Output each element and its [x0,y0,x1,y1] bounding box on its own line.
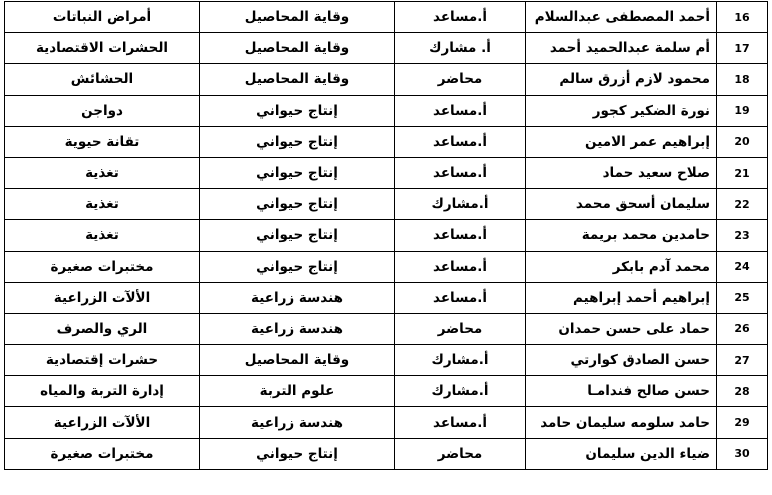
department-cell: هندسة زراعية [200,407,395,438]
rank-cell: محاضر [395,313,526,344]
specialization-cell: مختبرات صغيرة [5,251,200,282]
name-cell: حامد سلومه سليمان حامد [526,407,717,438]
row-number-cell: 23 [717,220,768,251]
table-row [5,157,768,188]
name-cell: أم سلمة عبدالحميد أحمد [526,33,717,64]
staff-table [4,1,768,470]
rank-cell: أ.مساعد [395,126,526,157]
specialization-cell: تغذية [5,220,200,251]
specialization-cell: إدارة التربة والمياه [5,376,200,407]
department-cell: إنتاج حيواني [200,220,395,251]
department-cell: إنتاج حيواني [200,251,395,282]
department-cell: إنتاج حيواني [200,157,395,188]
name-cell: حسن الصادق كوارتي [526,345,717,376]
name-cell: نورة الضكير كجور [526,95,717,126]
table-row [5,2,768,33]
rank-cell: أ.مساعد [395,2,526,33]
rank-cell: أ.مساعد [395,220,526,251]
rank-cell: محاضر [395,438,526,469]
table-row [5,407,768,438]
department-cell: وقاية المحاصيل [200,2,395,33]
row-number-cell: 30 [717,438,768,469]
table-row [5,282,768,313]
row-number-cell: 18 [717,64,768,95]
rank-cell: محاضر [395,64,526,95]
department-cell: إنتاج حيواني [200,438,395,469]
department-cell: إنتاج حيواني [200,95,395,126]
name-cell: حسن صالح فندامـا [526,376,717,407]
specialization-cell: مختبرات صغيرة [5,438,200,469]
specialization-cell: الحشرات الاقتصادية [5,33,200,64]
table-row [5,33,768,64]
department-cell: وقاية المحاصيل [200,64,395,95]
specialization-cell: أمراض النباتات [5,2,200,33]
rank-cell: أ.مشارك [395,189,526,220]
specialization-cell: دواجن [5,95,200,126]
specialization-cell: الري والصرف [5,313,200,344]
row-number-cell: 17 [717,33,768,64]
name-cell: محمود لازم أزرق سالم [526,64,717,95]
name-cell: إبراهيم أحمد إبراهيم [526,282,717,313]
table-row [5,345,768,376]
rank-cell: أ.مساعد [395,157,526,188]
row-number-cell: 22 [717,189,768,220]
row-number-cell: 28 [717,376,768,407]
table-row [5,95,768,126]
department-cell: إنتاج حيواني [200,126,395,157]
department-cell: وقاية المحاصيل [200,33,395,64]
department-cell: علوم التربة [200,376,395,407]
table-row [5,126,768,157]
department-cell: هندسة زراعية [200,313,395,344]
table-row [5,189,768,220]
name-cell: صلاح سعيد حماد [526,157,717,188]
name-cell: سليمان أسحق محمد [526,189,717,220]
department-cell: إنتاج حيواني [200,189,395,220]
name-cell: إبراهيم عمر الامين [526,126,717,157]
table-row [5,251,768,282]
table-row [5,438,768,469]
table-row [5,64,768,95]
name-cell: أحمد المصطفى عبدالسلام [526,2,717,33]
row-number-cell: 20 [717,126,768,157]
row-number-cell: 25 [717,282,768,313]
row-number-cell: 29 [717,407,768,438]
rank-cell: أ.مشارك [395,345,526,376]
rank-cell: أ.مساعد [395,407,526,438]
row-number-cell: 16 [717,2,768,33]
specialization-cell: تغذية [5,189,200,220]
table-row [5,220,768,251]
rank-cell: أ.مساعد [395,251,526,282]
row-number-cell: 19 [717,95,768,126]
name-cell: محمد آدم بابكر [526,251,717,282]
name-cell: حماد على حسن حمدان [526,313,717,344]
rank-cell: أ. مشارك [395,33,526,64]
specialization-cell: الألآت الزراعية [5,407,200,438]
row-number-cell: 27 [717,345,768,376]
rank-cell: أ.مشارك [395,376,526,407]
department-cell: هندسة زراعية [200,282,395,313]
table-row [5,313,768,344]
name-cell: ضياء الدين سليمان [526,438,717,469]
row-number-cell: 21 [717,157,768,188]
specialization-cell: حشرات إقتصادية [5,345,200,376]
staff-table-body [5,2,768,470]
specialization-cell: تقانة حيوية [5,126,200,157]
department-cell: وقاية المحاصيل [200,345,395,376]
specialization-cell: تغذية [5,157,200,188]
rank-cell: أ.مساعد [395,282,526,313]
rank-cell: أ.مساعد [395,95,526,126]
table-row [5,376,768,407]
row-number-cell: 24 [717,251,768,282]
name-cell: حامدين محمد بريمة [526,220,717,251]
specialization-cell: الألآت الزراعية [5,282,200,313]
row-number-cell: 26 [717,313,768,344]
specialization-cell: الحشائش [5,64,200,95]
